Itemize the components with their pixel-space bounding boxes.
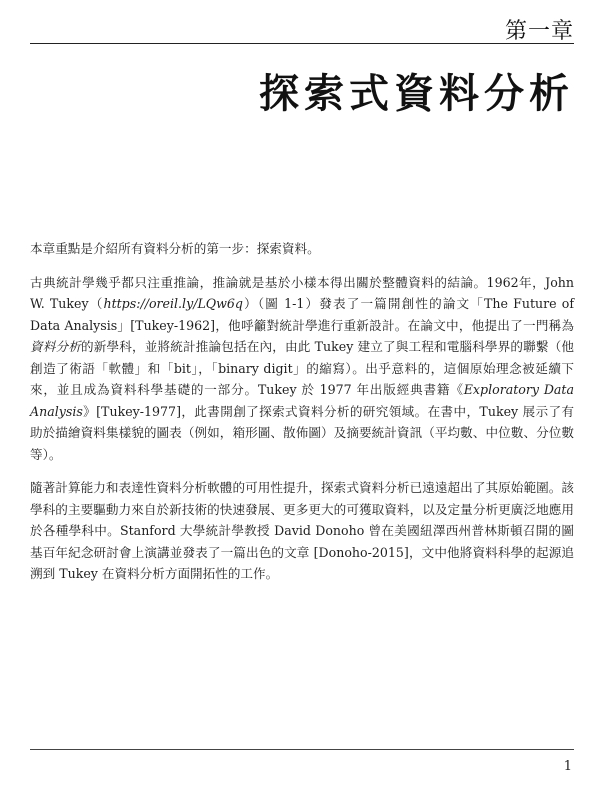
book-title: Exploratory Data Analysis xyxy=(30,382,574,419)
body-text xyxy=(30,238,574,597)
chapter-title: 探索式資料分析 xyxy=(259,71,574,117)
header-divider xyxy=(30,43,574,44)
chapter-label: 第一章 xyxy=(504,19,574,44)
paragraph-history-part-c: 的新學科，並將統計推論包括在內，由此 Tukey 建立了與工程和電腦科學界的聯繫（他創造了術語「軟體」和「bit」，「binary digit」的縮寫）。出乎意料的，這個原始理念被延續下來，並且成為資料科學基礎的一部分。Tukey 於 1977 年出版經典書籍《 xyxy=(30,339,575,397)
paragraph-history-part-d: 》[Tukey-1977]，此書開創了探索式資料分析的研究領域。在書中，Tukey 展示了有助於描繪資料集樣貌的圖表（例如，箱形圖、散佈圖）及摘要統計資訊（平均數、中位數、分位數等）。 xyxy=(30,403,574,462)
footer-divider xyxy=(30,749,574,750)
paragraph-evolution: 隨著計算能力和表達性資料分析軟體的可用性提升，探索式資料分析已遠遠超出了其原始範圍。該學科的主要驅動力來自於新技術的快速發展、更多更大的可獲取資料，以及定量分析更廣泛地應用於各種學科中。Stanford 大學統計學教授 David Donoho 曾在美國紐澤西州普林斯頓召開的圖基百年紀念研討會上演講並發表了一篇出色的文章 [Donoho-2015]，文中他將資料科學的起源追溯到 Tukey 在資料分析方面開拓性的工作。 xyxy=(30,480,574,581)
oreilly-link[interactable]: https://oreil.ly/LQw6q xyxy=(103,296,243,311)
paragraph-history xyxy=(30,272,574,466)
paragraph-history-part-b: ）（圖 1-1）發表了一篇開創性的論文「The Future of Data Analysis」[Tukey-1962]，他呼籲對統計學進行重新設計。在論文中，他提出了一門稱為 xyxy=(30,296,574,333)
page-number: 1 xyxy=(563,759,572,774)
paragraph-intro: 本章重點是介紹所有資料分析的第一步：探索資料。 xyxy=(30,241,320,256)
paragraph-history-part-a: 古典統計學幾乎都只注重推論，推論就是基於小樣本得出關於整體資料的結論。1962年，John W. Tukey（ xyxy=(30,274,574,311)
data-analysis-term: 資料分析 xyxy=(30,339,81,354)
